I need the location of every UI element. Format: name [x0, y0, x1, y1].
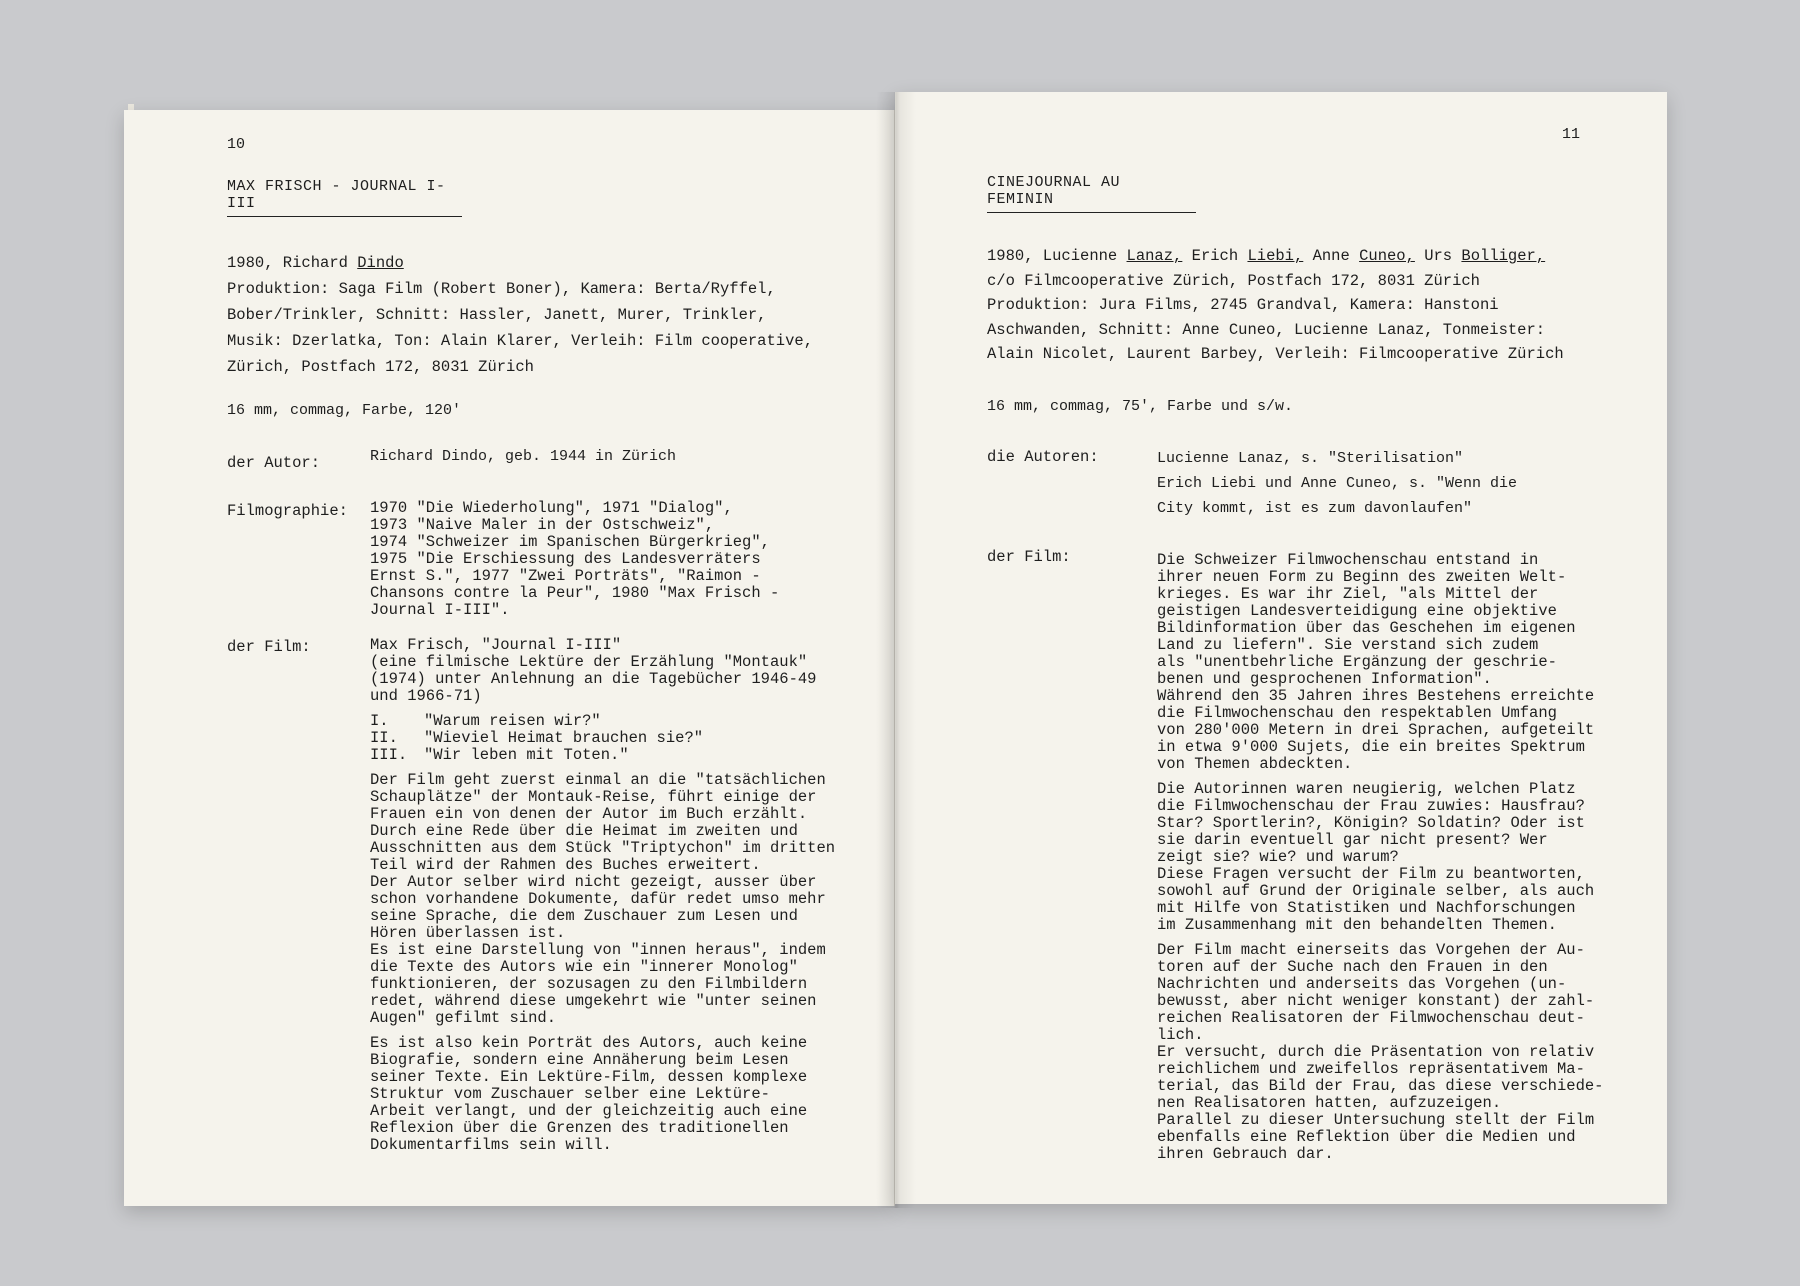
page-title-right: CINEJOURNAL AU FEMININ [987, 174, 1196, 213]
director-name: Dindo [357, 254, 404, 272]
film-intro-line: (1974) unter Anlehnung an die Tagebücher 1946-49 [370, 670, 817, 688]
filmography-line: 1975 "Die Erschiessung des Landesverräters [370, 550, 761, 568]
credits-line-3: Produktion: Jura Films, 2745 Grandval, Kamera: Hanstoni [987, 296, 1499, 314]
credits-block-left [227, 250, 813, 380]
film-part: III. "Wir leben mit Toten." [370, 746, 629, 764]
right-page [895, 92, 1667, 1204]
film-description-left: Max Frisch, "Journal I-III" (eine filmische Lektüre der Erzählung "Montauk" (1974) unter Anlehnung an die Tagebücher 1946-49 und 1966-71) I. "Warum reisen wir?" II. "Wieviel Heimat brauchen sie?" III. "Wir leben mit Toten." Der Film geht zuerst einmal an die "tatsächlichen Schauplätze" der Montauk-Reise, führt einige der Frauen ein von denen der Autor im Buch erzählt. Durch eine Rede über die Heimat im zweiten und Ausschnitten aus dem Stück "Triptychon" im dritten Teil wird der Rahmen des Buches erweitert. Der Autor selber wird nicht gezeigt, ausser über schon vorhandene Dokumente, dafür redet umso mehr seine Sprache, die dem Zuschauer zum Lesen und Hören überlassen ist. Es ist eine Darstellung von "innen heraus", indem die Texte des Autors wie ein "innerer Monolog" funktionieren, der sozusagen zu den Filmbildern redet, während diese umgekehrt wie "unter seinen Augen" gefilmt sind. Es ist also kein Porträt des Autors, auch keine Biografie, sondern eine Annäherung beim Lesen seiner Texte. Ein Lektüre-Film, dessen komplexe Struktur vom Zuschauer selber eine Lektüre- Arbeit verlangt, und der gleichzeitig auch eine Reflexion über die Grenzen des traditionellen Dokumentarfilms sein will. [370, 636, 836, 1154]
credits-line-2: c/o Filmcooperative Zürich, Postfach 172, 8031 Zürich [987, 271, 1480, 290]
filmography-line: Chansons contre la Peur", 1980 "Max Frisch - [370, 584, 780, 602]
binding-gutter [876, 92, 916, 1208]
filmography-line: Ernst S.", 1977 "Zwei Porträts", "Raimon - [370, 567, 761, 585]
credits-line-2: Produktion: Saga Film (Robert Boner), Kamera: Berta/Ryffel, [227, 280, 776, 298]
film-intro-line: (eine filmische Lektüre der Erzählung "Montauk" [370, 653, 808, 671]
credits-line-3: Bober/Trinkler, Schnitt: Hassler, Janett, Murer, Trinkler, [227, 306, 767, 324]
credits-line-1: 1980, Lucienne Lanaz, Erich Liebi, Anne Cuneo, Urs Bolliger, [987, 247, 1546, 265]
film-description-right: Die Schweizer Filmwochenschau entstand in ihrer neuen Form zu Beginn des zweiten Welt- krieges. Es war ihr Ziel, "als Mittel der geistigen Landesverteidigung eine objektive Bildinformation über das Geschehen im eigenen Land zu liefern". Sie verstand sich zudem als "unentbehrliche Ergänzung der geschrie- benen und gesprochenen Information". Während den 35 Jahren ihres Bestehens erreichte die Filmwochenschau den respektablen Umfang von 280'000 Metern in drei Sprachen, aufgeteilt in etwa 9'000 Sujets, die ein breites Spektrum von Themen abdeckten. Die Autorinnen waren neugierig, welchen Platz die Filmwochenschau der Frau zuwies: Hausfrau? Star? Sportlerin?, Königin? Soldatin? Oder ist sie darin eventuell gar nicht present? Wer zeigt sie? wie? und warum? Diese Fragen versucht der Film zu beantworten, sowohl auf Grund der Originale selber, als auch mit Hilfe von Statistiken und Nachforschungen im Zusammenhang mit den behandelten Themen. Der Film macht einerseits das Vorgehen der Au- toren auf der Suche nach den Frauen in den Nachrichten und anderseits das Vorgehen (un- bewusst, aber nicht weniger konstant) der zahl- reichen Realisatoren der Filmwochenschau deut- lich. Er versucht, durch die Präsentation von relativ reichlichem und zweifellos repräsentativem Ma- terial, das Bild der Frau, das diese verschiede- nen Realisatoren hatten, aufzuzeigen. Parallel zu dieser Untersuchung stellt der Film ebenfalls eine Reflektion über die Medien und ihren Gebrauch dar. [1157, 551, 1604, 1163]
credits-line-4: Musik: Dzerlatka, Ton: Alain Klarer, Verleih: Film cooperative, [227, 332, 813, 350]
film-label-left: der Film: [227, 638, 311, 656]
film-label-right: der Film: [987, 548, 1071, 566]
film-part: II. "Wieviel Heimat brauchen sie?" [370, 729, 704, 747]
filmography-line: 1973 "Naive Maler in der Ostschweiz", [370, 516, 715, 534]
film-intro-line: Max Frisch, "Journal I-III" [370, 636, 622, 654]
film-format-left: 16 mm, commag, Farbe, 120' [227, 402, 462, 419]
filmography-line: Journal I-III". [370, 601, 510, 619]
credits-line-1: 1980, Richard Dindo [227, 254, 404, 272]
film-format-right: 16 mm, commag, 75', Farbe und s/w. [987, 398, 1294, 415]
authors-list: Lucienne Lanaz, s. "Sterilisation" Erich Liebi und Anne Cuneo, s. "Wenn die City kommt, ist es zum davonlaufen" [1157, 450, 1518, 517]
filmography-line: 1974 "Schweizer im Spanischen Bürgerkrieg", [370, 533, 770, 551]
author-label: der Autor: [227, 454, 321, 472]
credits-block-right [987, 244, 1564, 367]
page-title-left: MAX FRISCH - JOURNAL I-III [227, 178, 462, 217]
film-part: I. "Warum reisen wir?" [370, 712, 601, 730]
filmography-line: 1970 "Die Wiederholung", 1971 "Dialog", [370, 499, 733, 517]
credits-line-4: Aschwanden, Schnitt: Anne Cuneo, Lucienne Lanaz, Tonmeister: [987, 320, 1546, 339]
film-intro-line: und 1966-71) [370, 687, 482, 705]
filmography-list [370, 500, 779, 619]
credits-line-5: Alain Nicolet, Laurent Barbey, Verleih: Filmcooperative Zürich [987, 345, 1564, 363]
page-number-left: 10 [227, 136, 246, 153]
credits-line-5: Zürich, Postfach 172, 8031 Zürich [227, 358, 534, 376]
filmography-label: Filmographie: [227, 502, 348, 520]
author-value: Richard Dindo, geb. 1944 in Zürich [370, 448, 677, 465]
left-page [124, 110, 895, 1206]
authors-label: die Autoren: [987, 448, 1099, 466]
page-number-right: 11 [1562, 126, 1581, 143]
